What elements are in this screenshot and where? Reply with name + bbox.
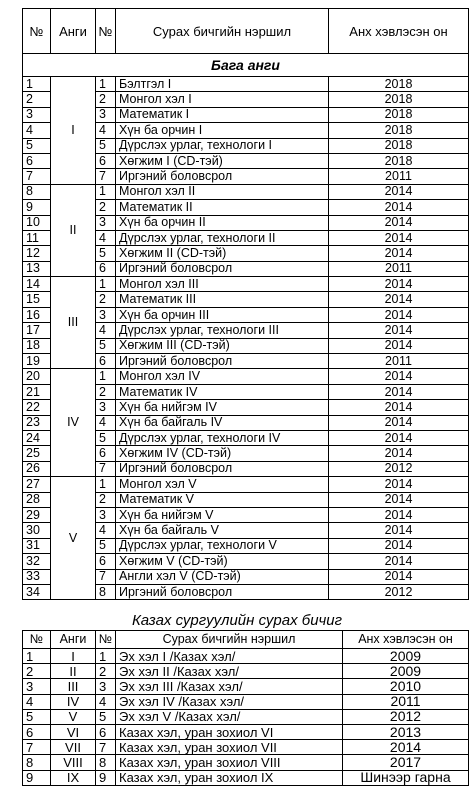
- row-number: 7: [23, 169, 51, 184]
- row-index: 5: [96, 709, 116, 724]
- row-index: 6: [96, 153, 116, 168]
- book-title: Англи хэл V (CD-тэй): [116, 569, 329, 584]
- first-print-year: 2018: [329, 92, 469, 107]
- kazakh-section-title: Казах сургуулийн сурах бичиг: [131, 612, 343, 629]
- table-row: [23, 664, 469, 679]
- row-number: 24: [23, 430, 51, 445]
- book-title: Казах хэл, уран зохиол VIII: [116, 755, 343, 770]
- section-title: Бага анги: [23, 54, 469, 77]
- book-title: Иргэний боловсрол: [116, 461, 329, 476]
- book-title: Казах хэл, уран зохиол IX: [116, 770, 343, 785]
- row-index: 1: [96, 369, 116, 384]
- row-index: 2: [96, 292, 116, 307]
- first-print-year: 2014: [329, 523, 469, 538]
- row-index: 5: [96, 430, 116, 445]
- table-row: [23, 709, 469, 724]
- row-index: 6: [96, 261, 116, 276]
- first-print-year: 2017: [343, 755, 469, 770]
- row-index: 5: [96, 538, 116, 553]
- table-row: [23, 649, 469, 664]
- first-print-year: 2009: [343, 664, 469, 679]
- first-print-year: 2014: [329, 184, 469, 199]
- header-grade: Анги: [51, 631, 96, 649]
- first-print-year: 2013: [343, 724, 469, 739]
- first-print-year: 2012: [329, 584, 469, 599]
- grade-cell: III: [51, 277, 96, 369]
- first-print-year: 2018: [329, 153, 469, 168]
- book-title: Эх хэл III /Казах хэл/: [116, 679, 343, 694]
- table-row: [23, 77, 469, 92]
- book-title: Хүн ба орчин II: [116, 215, 329, 230]
- first-print-year: 2014: [329, 292, 469, 307]
- row-number: 16: [23, 307, 51, 322]
- book-title: Бэлтгэл I: [116, 77, 329, 92]
- first-print-year: 2014: [329, 215, 469, 230]
- grade-cell: VIII: [51, 755, 96, 770]
- row-number: 1: [23, 649, 51, 664]
- book-title: Эх хэл V /Казах хэл/: [116, 709, 343, 724]
- row-number: 31: [23, 538, 51, 553]
- book-title: Монгол хэл I: [116, 92, 329, 107]
- book-title: Монгол хэл IV: [116, 369, 329, 384]
- row-index: 7: [96, 461, 116, 476]
- book-title: Дүрслэх урлаг, технологи III: [116, 323, 329, 338]
- row-number: 11: [23, 230, 51, 245]
- row-index: 2: [96, 200, 116, 215]
- book-title: Иргэний боловсрол: [116, 584, 329, 599]
- book-title: Монгол хэл V: [116, 477, 329, 492]
- row-index: 3: [96, 679, 116, 694]
- book-title: Хүн ба байгаль V: [116, 523, 329, 538]
- row-number: 18: [23, 338, 51, 353]
- first-print-year: 2018: [329, 123, 469, 138]
- book-title: Хүн ба орчин I: [116, 123, 329, 138]
- first-print-year: 2012: [343, 709, 469, 724]
- row-index: 6: [96, 354, 116, 369]
- row-number: 23: [23, 415, 51, 430]
- row-index: 7: [96, 569, 116, 584]
- table-row: [23, 724, 469, 739]
- first-print-year: 2011: [329, 169, 469, 184]
- table-header-row: [23, 631, 469, 649]
- row-number: 8: [23, 755, 51, 770]
- row-number: 17: [23, 323, 51, 338]
- grade-cell: III: [51, 679, 96, 694]
- table-row: [23, 755, 469, 770]
- row-number: 5: [23, 138, 51, 153]
- row-index: 7: [96, 740, 116, 755]
- row-index: 1: [96, 77, 116, 92]
- row-number: 30: [23, 523, 51, 538]
- row-number: 27: [23, 477, 51, 492]
- row-number: 7: [23, 740, 51, 755]
- row-index: 5: [96, 138, 116, 153]
- first-print-year: 2014: [343, 740, 469, 755]
- first-print-year: 2014: [329, 338, 469, 353]
- section-row: [23, 54, 469, 77]
- row-number: 33: [23, 569, 51, 584]
- first-print-year: 2018: [329, 107, 469, 122]
- row-number: 1: [23, 77, 51, 92]
- first-print-year: 2011: [329, 261, 469, 276]
- first-print-year: 2014: [329, 569, 469, 584]
- row-index: 3: [96, 107, 116, 122]
- first-print-year: 2014: [329, 400, 469, 415]
- table-row: [23, 369, 469, 384]
- row-index: 3: [96, 215, 116, 230]
- row-number: 2: [23, 92, 51, 107]
- first-print-year: 2014: [329, 277, 469, 292]
- row-number: 2: [23, 664, 51, 679]
- row-index: 5: [96, 338, 116, 353]
- book-title: Иргэний боловсрол: [116, 261, 329, 276]
- row-number: 20: [23, 369, 51, 384]
- row-number: 22: [23, 400, 51, 415]
- row-index: 4: [96, 415, 116, 430]
- header-index: №: [96, 631, 116, 649]
- book-title: Дүрслэх урлаг, технологи V: [116, 538, 329, 553]
- row-index: 6: [96, 446, 116, 461]
- book-title: Хүн ба нийгэм IV: [116, 400, 329, 415]
- first-print-year: 2018: [329, 138, 469, 153]
- table-row: [23, 694, 469, 709]
- row-index: 6: [96, 724, 116, 739]
- row-index: 2: [96, 384, 116, 399]
- first-print-year: 2014: [329, 369, 469, 384]
- header-number: №: [23, 631, 51, 649]
- row-number: 28: [23, 492, 51, 507]
- first-print-year: 2014: [329, 492, 469, 507]
- grade-cell: I: [51, 649, 96, 664]
- row-number: 3: [23, 107, 51, 122]
- row-number: 21: [23, 384, 51, 399]
- first-print-year: 2014: [329, 446, 469, 461]
- row-index: 1: [96, 477, 116, 492]
- book-title: Математик I: [116, 107, 329, 122]
- book-title: Монгол хэл III: [116, 277, 329, 292]
- book-title: Дүрслэх урлаг, технологи I: [116, 138, 329, 153]
- grade-cell: II: [51, 664, 96, 679]
- kazakh-textbook-table: [22, 630, 469, 786]
- table-row: [23, 184, 469, 199]
- row-index: 5: [96, 246, 116, 261]
- row-number: 4: [23, 123, 51, 138]
- row-index: 3: [96, 307, 116, 322]
- row-index: 3: [96, 507, 116, 522]
- row-number: 15: [23, 292, 51, 307]
- header-year: Анх хэвлэсэн он: [329, 9, 469, 54]
- row-number: 34: [23, 584, 51, 599]
- header-grade: Анги: [51, 9, 96, 54]
- first-print-year: 2011: [343, 694, 469, 709]
- row-number: 8: [23, 184, 51, 199]
- first-print-year: 2009: [343, 649, 469, 664]
- row-number: 6: [23, 724, 51, 739]
- grade-cell: VII: [51, 740, 96, 755]
- row-index: 1: [96, 277, 116, 292]
- row-index: 4: [96, 694, 116, 709]
- table-row: [23, 477, 469, 492]
- header-index: №: [96, 9, 116, 54]
- row-number: 19: [23, 354, 51, 369]
- row-number: 10: [23, 215, 51, 230]
- book-title: Хөгжим I (CD-тэй): [116, 153, 329, 168]
- first-print-year: 2014: [329, 554, 469, 569]
- first-print-year: Шинээр гарна: [343, 770, 469, 785]
- header-year: Анх хэвлэсэн он: [343, 631, 469, 649]
- book-title: Хүн ба байгаль IV: [116, 415, 329, 430]
- book-title: Монгол хэл II: [116, 184, 329, 199]
- grade-cell: IV: [51, 369, 96, 477]
- first-print-year: 2014: [329, 200, 469, 215]
- header-title: Сурах бичгийн нэршил: [116, 631, 343, 649]
- row-index: 4: [96, 323, 116, 338]
- row-index: 6: [96, 554, 116, 569]
- row-number: 26: [23, 461, 51, 476]
- table-row: [23, 277, 469, 292]
- book-title: Дүрслэх урлаг, технологи IV: [116, 430, 329, 445]
- row-number: 6: [23, 153, 51, 168]
- row-number: 25: [23, 446, 51, 461]
- book-title: Математик V: [116, 492, 329, 507]
- first-print-year: 2010: [343, 679, 469, 694]
- table-row: [23, 770, 469, 785]
- row-number: 14: [23, 277, 51, 292]
- row-index: 1: [96, 184, 116, 199]
- first-print-year: 2012: [329, 461, 469, 476]
- book-title: Математик III: [116, 292, 329, 307]
- row-number: 29: [23, 507, 51, 522]
- first-print-year: 2014: [329, 230, 469, 245]
- book-title: Эх хэл II /Казах хэл/: [116, 664, 343, 679]
- row-number: 9: [23, 770, 51, 785]
- grade-cell: IV: [51, 694, 96, 709]
- book-title: Эх хэл IV /Казах хэл/: [116, 694, 343, 709]
- book-title: Дүрслэх урлаг, технологи II: [116, 230, 329, 245]
- row-number: 13: [23, 261, 51, 276]
- first-print-year: 2014: [329, 507, 469, 522]
- row-index: 7: [96, 169, 116, 184]
- book-title: Хүн ба нийгэм V: [116, 507, 329, 522]
- table-row: [23, 679, 469, 694]
- row-index: 2: [96, 664, 116, 679]
- header-number: №: [23, 9, 51, 54]
- row-index: 4: [96, 230, 116, 245]
- grade-cell: V: [51, 709, 96, 724]
- row-number: 12: [23, 246, 51, 261]
- row-number: 32: [23, 554, 51, 569]
- grade-cell: V: [51, 477, 96, 600]
- row-index: 4: [96, 123, 116, 138]
- book-title: Математик II: [116, 200, 329, 215]
- row-index: 8: [96, 584, 116, 599]
- first-print-year: 2018: [329, 77, 469, 92]
- book-title: Математик IV: [116, 384, 329, 399]
- table-header-row: [23, 9, 469, 54]
- first-print-year: 2014: [329, 307, 469, 322]
- row-index: 3: [96, 400, 116, 415]
- book-title: Казах хэл, уран зохиол VI: [116, 724, 343, 739]
- primary-textbook-table: [22, 8, 469, 600]
- row-number: 3: [23, 679, 51, 694]
- book-title: Иргэний боловсрол: [116, 169, 329, 184]
- book-title: Хөгжим II (CD-тэй): [116, 246, 329, 261]
- first-print-year: 2014: [329, 384, 469, 399]
- grade-cell: VI: [51, 724, 96, 739]
- book-title: Иргэний боловсрол: [116, 354, 329, 369]
- grade-cell: IX: [51, 770, 96, 785]
- book-title: Казах хэл, уран зохиол VII: [116, 740, 343, 755]
- first-print-year: 2014: [329, 415, 469, 430]
- row-number: 5: [23, 709, 51, 724]
- book-title: Хүн ба орчин III: [116, 307, 329, 322]
- row-index: 8: [96, 755, 116, 770]
- table-row: [23, 740, 469, 755]
- row-index: 1: [96, 649, 116, 664]
- first-print-year: 2011: [329, 354, 469, 369]
- row-index: 2: [96, 92, 116, 107]
- first-print-year: 2014: [329, 538, 469, 553]
- first-print-year: 2014: [329, 477, 469, 492]
- first-print-year: 2014: [329, 430, 469, 445]
- grade-cell: I: [51, 77, 96, 185]
- row-number: 4: [23, 694, 51, 709]
- grade-cell: II: [51, 184, 96, 276]
- row-index: 9: [96, 770, 116, 785]
- row-number: 9: [23, 200, 51, 215]
- first-print-year: 2014: [329, 323, 469, 338]
- header-title: Сурах бичгийн нэршил: [116, 9, 329, 54]
- first-print-year: 2014: [329, 246, 469, 261]
- row-index: 2: [96, 492, 116, 507]
- book-title: Хөгжим IV (CD-тэй): [116, 446, 329, 461]
- row-index: 4: [96, 523, 116, 538]
- book-title: Хөгжим III (CD-тэй): [116, 338, 329, 353]
- book-title: Хөгжим V (CD-тэй): [116, 554, 329, 569]
- book-title: Эх хэл I /Казах хэл/: [116, 649, 343, 664]
